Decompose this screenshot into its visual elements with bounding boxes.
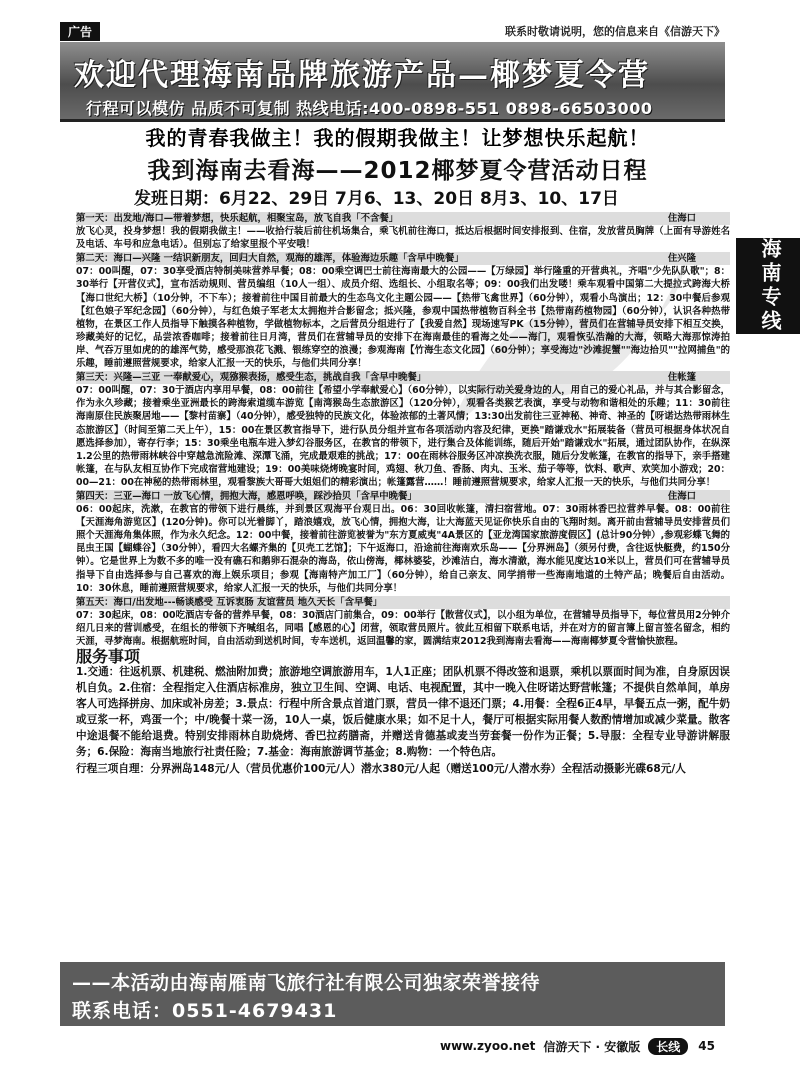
- publication-name: 信游天下 · 安徽版: [543, 1039, 641, 1054]
- services-title: 服务事项: [76, 647, 141, 667]
- day-body: 06：00起床，洗漱，在教官的带领下进行晨练，并到景区观海平台观日出。06：30回收帐篷，清扫宿营地。07：30雨林香巴拉营养早餐。08：00前往【天涯海角游览区】(120分钟)。你可以光着脚丫，踏浪嬉戏，放飞心情，拥抱大海，让大海蓝天见证你快乐自由的飞翔时刻。离开前由营辅导员安排营员们照个天涯海角集体照，作为永久纪念。12：00中餐，接着前往游览被誉为"东方夏威夷"4A景区的【亚龙湾国家旅游度假区】(总计90分钟）,参观彩蝶飞舞的昆虫王国【蝴蝶谷】（30分钟），看四大名螺齐集的【贝壳工艺馆】；下午返海口，沿途前往海南欢乐岛——【分界洲岛】（须另付费，含往返快艇费，约150分钟）。它是世界上为数不多的唯一没有礁石和鹅卵石混杂的海岛，依山傍海，椰林婆娑，沙滩洁白，海水清澈，海水能见度达10米以上，营员们可在营辅导员指导下自由选择参与自己喜欢的海上娱乐项目；参观【海南特产加工厂】（60分钟），给自己亲友、同学捎带一些海南地道的土特产品；晚餐后自由活动。10：30休息，睡前遵照营规要求，给家人汇报一天的快乐，与他们共同分享！: [76, 504, 730, 594]
- footer-band: [60, 962, 725, 1026]
- day-2: [76, 252, 730, 370]
- section-side-tab: 海南专线: [736, 238, 800, 334]
- day-header: [76, 252, 730, 265]
- day-3: [76, 371, 730, 489]
- banner-title: 欢迎代理海南品牌旅游产品—椰梦夏令营: [74, 58, 650, 93]
- day-title: 第四天：三亚—海口 一放飞心情，拥抱大海，感恩呼唤，踩沙拾贝「含早中晚餐」: [76, 490, 417, 502]
- day-body: 07：30起床，08：00吃酒店专备的营养早餐，08：30酒店门前集合，09：00举行【散营仪式】，以小组为单位，在营辅导员指导下，每位营员用2分钟介绍几日来的营训感受，在组长的带领下齐喊组名，同唱【感恩的心】闭营，领取营员照片。彼此互相留下联系电话，并在对方的留言簿上留言签名留念，相约天涯，寻梦海南。根据航班时间，自由活动到送机时间，专车送机，返回温馨的家，圆满结束2012我到海南去看海——海南椰梦夏令营愉快旅程。: [76, 609, 730, 647]
- main-title: 我到海南去看海——2012椰梦夏令营活动日程: [147, 158, 648, 184]
- site-url: www.zyoo.net: [440, 1039, 536, 1053]
- day-title: 第一天：出发地/海口—带着梦想，快乐起航，相聚宝岛，放飞自我「不含餐」: [76, 213, 399, 224]
- contact-tip: 联系时敬请说明，您的信息来自《信游天下》: [505, 25, 725, 38]
- day-stay: [696, 596, 730, 609]
- footer-phone: 联系电话：0551-4679431: [72, 1000, 338, 1022]
- day-header: [76, 490, 730, 503]
- day-body: 07：00叫醒，07：30享受酒店特制美味营养早餐；08：00乘空调巴士前往海南最大的公园——【万绿园】举行隆重的开营典礼，齐唱"少先队队歌"；8：30举行【开营仪式】，宣布活动规则、营员编组（10人一组）、成员介绍、选组长、小组取名等；09：00我们出发喽！乘车观看中国第二大提拉式跨海大桥【海口世纪大桥】（10分钟，不下车）；接着前往中国目前最大的生态鸟文化主题公园——【热带飞禽世界】（60分钟），观看小鸟演出；12：30中餐后参观【红色娘子军纪念园】（60分钟），与红色娘子军老太太拥抱并合影留念；抵兴隆，参观中国热带植物百科全书【热带南药植物园】（60分钟），认识各种热带植物，在景区工作人员指导下触摸各种植物，学做植物标本，之后营员分组进行了【我爱自然】现场速写PK（15分钟），营员们在营辅导员安排下相互交换，珍藏美好的记忆，品尝浓香咖啡；接着前往日月湾，营员们在营辅导员的安排下在海南最佳的看海之处——海门，观看恢弘浩瀚的大海，领略大海那惊涛拍岸、气吞万里如虎的的雄浑气势，感受那浪花飞溅、银练穿空的浪漫；参观海南【竹海生态文化园】（60分钟）；享受海边"沙滩捉蟹""海边拾贝""拉网捕鱼"的乐趣，睡前遵照营规要求，给家人汇报一天的快乐，与他们共同分享！: [76, 266, 730, 370]
- day-header: [76, 371, 730, 384]
- day-body: 07：00叫醒，07：30于酒店内享用早餐，08：00前往【希望小学奉献爱心】（60分钟），以实际行动关爱身边的人，用自己的爱心礼品，并与其合影留念，作为永久珍藏；接着乘坐亚洲最长的跨海索道缆车游览【南湾猴岛生态旅游区】（120分钟），观看各类猴艺表演，享受与动物和谐相处的乐趣；11：30前往海南原住民族聚居地——【黎村苗寨】（40分钟），感受独特的民族文化，体验浓郁的土著风情；13:30出发前往三亚神秘、神奇、神圣的【呀诺达热带雨林生态旅游区】（时间至第二天上午），15：00在景区教官指导下，进行队员分组并宣布各项活动内容及纪律，更换"踏谦戏水"拓展装备（营员可根据身体状况自愿选择参加），寄存行李；15：30乘坐电瓶车进入梦幻谷服务区，在教官的带领下，进行集合及体能训练，随后开始"踏谦戏水"拓展，通过团队协作，在纵深1.2公里的热带雨林峡谷中穿越急流险滩、深潭飞涌，完成最艰难的挑战；17：00在雨林谷服务区冲凉换洗衣服，随后分发帐篷，在教官的指导下，亲手搭建帐篷，在与队友相互协作下完成宿营地建设；19：00美味烧烤晚宴时间，鸡翅、秋刀鱼、香肠、肉丸、玉米、茄子等等，饮料、歌声、欢笑加小游戏；20：00—21：00在神秘的热带雨林里，观看黎族大哥哥大姐姐们的精彩演出；帐篷露营……！睡前遵照营规要求，给家人汇报一天的快乐，与他们共同分享！: [76, 385, 730, 488]
- section-pill: 长线: [648, 1038, 688, 1055]
- day-body: 放飞心灵，投身梦想！我的假期我做主！——收拾行装后前往机场集合，乘飞机前往海口，抵达后根据时间安排报到、住宿，发放营员胸牌（上面有导游姓名及电话、车号和应急电话）。但别忘了给家里报个平安哦！: [76, 226, 730, 251]
- day-header: [76, 212, 730, 225]
- day-stay: 住海口: [667, 490, 696, 502]
- day-stay: 住帐篷: [667, 372, 696, 384]
- day-stay: 住海口: [667, 213, 696, 224]
- departure-dates: 发班日期：6月22、29日 7月6、13、20日 8月3、10、17日: [134, 189, 619, 209]
- itinerary: [76, 212, 730, 777]
- day-1: [76, 212, 730, 251]
- day-4: [76, 490, 730, 595]
- day-header: [76, 596, 730, 609]
- day-title: 第二天：海口—兴隆 一结识新朋友，回归大自然，观海的雄浑，体验海边乐趣「含早中晚餐」: [76, 253, 464, 265]
- banner-subtitle: 行程可以模仿 品质不可复制 热线电话:400-0898-551 0898-66503000: [86, 99, 653, 118]
- day-title: 第五天：海口/出发地---畅谈感受 互诉衷肠 友谊营员 地久天长「含早餐」: [76, 596, 383, 608]
- optional-items: 行程三项自理：分界洲岛148元/人（营员优惠价100元/人）潜水380元/人起（赠送100元/人潜水券）全程活动摄影光碟68元/人: [76, 763, 686, 776]
- promo-banner: [60, 42, 725, 122]
- page-footer: [440, 1036, 740, 1056]
- services-body: 1.交通：往返机票、机建税、燃油附加费；旅游地空调旅游用车，1人1正座；团队机票不得改签和退票，乘机以票面时间为准，自身原因误机自负。2.住宿：全程指定入住酒店标准房，独立卫生间、空调、电话、电视配置，其中一晚入住呀诺达野营帐篷；不提供自然单间，单房客人可选择拼房、加床或补房差；3.景点：行程中所含景点首道门票，营员一律不退还门票；4.用餐：全程6正4早，早餐五点一粥，配牛奶或豆浆一杯，鸡蛋一个；中/晚餐十菜一汤，10人一桌，饭后健康水果；如不足十人，餐厅可根据实际用餐人数酌情增加或减少菜量。散客中途退餐不能给退费。特别安排雨林自助烧烤、香巴拉药膳斋，并赠送肯德基或麦当劳套餐一份作为正餐；5.导服：全程专业导游讲解服务；6.保险：海南当地旅行社责任险；7.基金：海南旅游调节基金；8.购物：一个特色店。: [76, 666, 730, 759]
- page-number: 45: [698, 1039, 715, 1053]
- day-title: 第三天：兴隆—三亚 一奉献爱心，观猕猴表扬，感受生态，挑战自我「含早中晚餐」: [76, 372, 427, 384]
- footer-host: ——本活动由海南雁南飞旅行社有限公司独家荣誉接待: [72, 972, 541, 994]
- day-stay: 住兴隆: [667, 253, 696, 265]
- slogan: 我的青春我做主！我的假期我做主！让梦想快乐起航！: [145, 126, 650, 150]
- top-bar: [60, 22, 725, 40]
- day-5: [76, 596, 730, 648]
- ad-tag: 广告: [60, 22, 100, 41]
